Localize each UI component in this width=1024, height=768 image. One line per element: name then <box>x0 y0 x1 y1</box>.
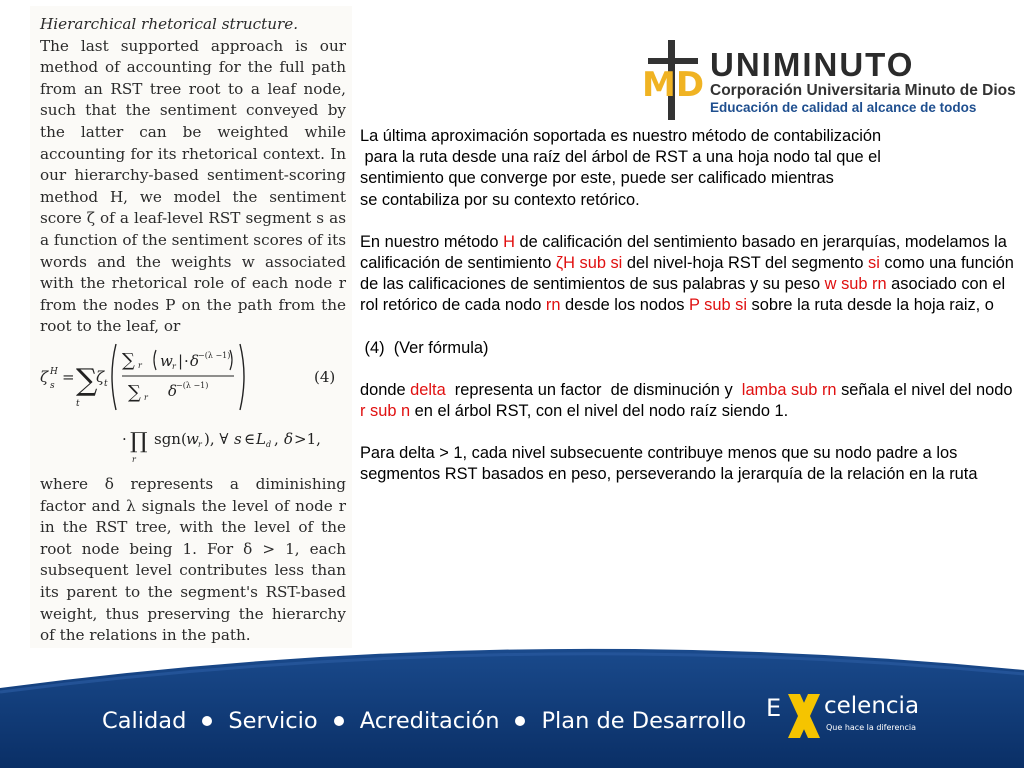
svg-text:r: r <box>198 440 202 449</box>
svg-text:), ∀: ), ∀ <box>204 430 229 448</box>
paper-text-top <box>40 14 346 338</box>
svg-text:H: H <box>50 367 58 377</box>
highlight-term: P sub si <box>688 296 747 315</box>
svg-text:∑: ∑ <box>128 382 141 403</box>
excelencia-tagline: Que hace la diferencia <box>826 723 917 732</box>
footer-item: Acreditación <box>359 708 500 734</box>
excelencia-x-icon <box>784 692 824 740</box>
bullet-dot-icon <box>515 716 525 726</box>
svg-text:sgn(: sgn( <box>154 430 187 448</box>
translation-paragraph-1: La última aproximación soportada es nuestro método de contabilización para la ruta desde una raíz del árbol de RST a una hoja nodo tal que el sentimiento que converge por este, puede ser calificado mientras se contabiliza por su contexto retórico. <box>360 127 882 209</box>
highlight-term: delta <box>410 380 446 399</box>
svg-text:|: | <box>178 352 184 370</box>
svg-text:s: s <box>234 430 242 448</box>
paper-body-bottom: where δ represents a diminishing factor and λ signals the level of node r in the RST tree, with the level of the root node being 1. For δ > 1, each subsequent level contributes less than its parent to the segment's RST-based weight, thus preserving the hierarchy of the relations in the path. <box>40 475 346 645</box>
svg-text:ζ: ζ <box>96 368 105 386</box>
translation-paragraph-4: donde delta representa un factor de disminución y lamba sub rn señala el nivel del nodo r sub n en el árbol RST, con el nivel del nodo raíz siendo 1. <box>360 380 1022 421</box>
svg-text:r: r <box>132 455 136 464</box>
paper-excerpt <box>30 6 352 648</box>
highlight-term: lamba sub rn <box>741 380 837 399</box>
logo-subtitle: Corporación Universitaria Minuto de Dios <box>710 82 1016 99</box>
highlight-term: r sub n <box>360 402 411 421</box>
paper-body-top: The last supported approach is our method of accounting for the full path from an RST tree root to a leaf node, such that the sentiment conveyed by the latter can be weighted while accounting for its rhetorical context. In our hierarchy-based sentiment-scoring method H, we model the sentiment score ζ of a leaf-level RST segment s as a function of the sentiment scores of its words and the weights w associated with the rhetorical role of each node r from the nodes P on the path from the root to the leaf, or <box>40 36 346 336</box>
logo-tagline: Educación de calidad al alcance de todos <box>710 100 977 115</box>
svg-text:t: t <box>76 399 80 409</box>
footer-item: Calidad <box>102 708 187 734</box>
excelencia-e: E <box>766 694 782 722</box>
svg-text:L: L <box>256 430 266 448</box>
equation-number: (4) <box>314 368 336 386</box>
excelencia-logo <box>766 692 920 740</box>
svg-text:w: w <box>160 352 173 370</box>
svg-text:r: r <box>172 362 176 371</box>
svg-text:−(λ −1): −(λ −1) <box>198 351 231 360</box>
translation-text <box>360 126 1022 507</box>
logo-name: UNIMINUTO <box>710 46 915 83</box>
bullet-dot-icon <box>202 716 212 726</box>
svg-text:−(λ −1): −(λ −1) <box>176 381 209 390</box>
svg-text:d: d <box>266 440 272 449</box>
svg-text:∑: ∑ <box>76 363 98 398</box>
uniminuto-logo <box>640 38 1016 122</box>
svg-text:r: r <box>138 361 142 370</box>
bullet-dot-icon <box>334 716 344 726</box>
svg-text:>1,: >1, <box>294 430 321 448</box>
formula-4 <box>38 338 350 466</box>
highlight-term: w sub rn <box>824 275 887 294</box>
svg-text:δ: δ <box>190 352 200 370</box>
svg-text:w: w <box>186 430 199 448</box>
svg-text:t: t <box>104 379 108 389</box>
highlight-term: rn <box>545 296 561 315</box>
highlight-term: si <box>868 254 880 273</box>
svg-text:MD: MD <box>642 65 705 105</box>
svg-text:·: · <box>122 430 127 448</box>
translation-paragraph-5: Para delta > 1, cada nivel subsecuente contribuye menos que su nodo padre a los segmentos RST basados en peso, perseverando la jerarquía de la relación en la ruta <box>360 444 978 484</box>
footer-item: Servicio <box>228 708 318 734</box>
svg-text:r: r <box>144 393 148 402</box>
translation-paragraph-2: En nuestro método H de calificación del sentimiento basado en jerarquías, modelamos la calificación de sentimiento ζH sub si del nivel-hoja RST del segmento si como una función de las calificaciones de sentimientos de sus palabras y su peso w sub rn asociado con el rol retórico de cada nodo rn desde los nodos P sub si sobre la ruta desde la hoja raiz, o <box>360 232 1014 315</box>
highlight-term: ζH sub si <box>555 254 623 273</box>
translation-paragraph-3: (4) (Ver fórmula) <box>360 338 489 357</box>
footer-values <box>102 704 746 738</box>
svg-text:ζ: ζ <box>40 368 49 386</box>
svg-text:∏: ∏ <box>130 429 148 454</box>
svg-text:,: , <box>274 430 279 448</box>
svg-text:δ: δ <box>168 382 178 400</box>
svg-text:·: · <box>184 352 189 370</box>
highlight-term: H <box>503 232 515 251</box>
footer-item: Plan de Desarrollo <box>541 708 747 734</box>
svg-text:s: s <box>50 381 55 391</box>
paper-section-title: Hierarchical rhetorical structure. <box>40 15 299 33</box>
svg-text:∈: ∈ <box>244 430 256 448</box>
svg-text:δ: δ <box>284 430 294 448</box>
excelencia-word: celencia <box>824 693 920 719</box>
md-cross-icon <box>640 38 708 122</box>
svg-text:=: = <box>62 368 75 386</box>
svg-text:∑: ∑ <box>122 350 135 371</box>
